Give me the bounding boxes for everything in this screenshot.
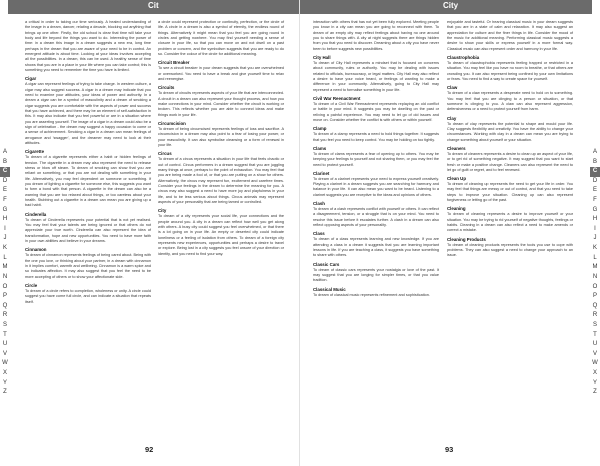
running-header-label: Cit: [148, 1, 159, 10]
alphabet-letter-p: P: [592, 293, 597, 300]
entry-heading: Circuit Breaker: [158, 60, 190, 66]
entry-heading: Clarinet: [313, 170, 330, 176]
page-number: 93: [445, 445, 454, 454]
alphabet-letter-v: V: [592, 350, 597, 357]
entry-heading: City Hall: [313, 55, 331, 61]
alphabet-index: [590, 148, 600, 398]
alphabet-letter-i: I: [594, 225, 596, 232]
entry-heading: Cleaning: [447, 206, 466, 212]
alphabet-letter-w: W: [592, 360, 598, 367]
text-column-1: [25, 20, 151, 308]
entry-paragraph: To dream of Cinderella represents your potential that is not yet realised. You may feel that your talents are being ignored or that others do not appreciate your true worth. Cinderella can also represent the idea of transformation, hope and new opportunities. You need to have more faith in your own abilities and believe in your dreams.: [25, 217, 151, 244]
entry-paragraph: To dream of a circus represents a situation in your life that feels chaotic or out of control. Circus performers in a dream suggest that you are juggling many things at once, perhaps to the point of exhaustion. You may feel that you are being made a fool of, or that you are putting on a show for others. Alternatively, the circus may represent fun, excitement and carefree times. Consider your feelings in the dream to determine the meaning for you. A circus may also suggest a need to have more joy and playfulness in your life, and to be less serious about things. Circus animals may represent aspects of your personality that are being tamed or controlled.: [158, 157, 284, 204]
alphabet-letter-p: P: [2, 293, 7, 300]
alphabet-letter-b: B: [592, 158, 597, 165]
alphabet-letter-s: S: [2, 321, 7, 328]
alphabet-letter-l: L: [593, 254, 597, 261]
entry-heading: Cigarette: [25, 149, 45, 155]
alphabet-letter-j: J: [593, 235, 597, 242]
entry-paragraph: To dream of classic cars represents your nostalgia or love of the past. It may suggest that you are longing for simpler times, or that you value tradition.: [313, 267, 439, 283]
entry-paragraph: To dream of City Hall represents a mindset that is focused on concerns about community, rules or authority. You may be dealing with issues related to officials, bureaucracy, or legal matters. City Hall may also reflect a desire to have your voice heard, or feelings of wanting to make a difference in your community. Alternatively, going to City Hall may represent a need to formalise something in your life.: [313, 60, 439, 92]
entry-heading: Cigar: [25, 76, 37, 82]
alphabet-letter-s: S: [592, 321, 597, 328]
alphabet-letter-m: M: [592, 264, 598, 271]
entry-paragraph: a circle could represent protection or continuity, perfection, or the circle of life. A circle in a dream is also a symbol of eternity, the endless round of things. Alternatively it might mean that you feel you are going round in circles and getting nowhere. You may find yourself needing a sense of closure in your life, so that you can move on and not dwell on a past problem or concern, and the symbolism suggests that you are ready to do so. Consider the colour of the circle for additional meaning.: [158, 20, 284, 57]
entry-heading: Cinnamon: [25, 247, 47, 253]
entry-heading: Clay: [447, 115, 457, 121]
running-header-bar: [8, 0, 300, 14]
entry-paragraph: To dream of cinnamon represents feelings of being cared about. Being with the one you love, or thinking about your partner, in a dream with cinnamon in it implies comfort, warmth and wellbeing. Cinnamon is a warm spice and so indicates affection. It may also suggest that you feel the need to be more accepting of others or to show your affectionate side.: [25, 253, 152, 279]
alphabet-letter-o: O: [2, 283, 8, 290]
entry-paragraph: To dream of a city represents your social life, your connections and the people around you. A city in a dream can reflect how well you get along with others. A busy city could suggest you feel overwhelmed, or that there is a lot going on in your life. An empty or deserted city could indicate loneliness or a feeling of isolation from others. To dream of a foreign city represents new experiences, opportunities and perhaps a desire to travel or explore. Being lost in a city suggests you feel unsure of your direction or identity, and you need to find your way.: [158, 214, 284, 256]
text-column-1: [313, 20, 439, 301]
entry-heading: Claw: [447, 85, 458, 91]
alphabet-letter-j: J: [3, 235, 7, 242]
text-column-2: [158, 20, 284, 260]
alphabet-letter-l: L: [3, 254, 7, 261]
entry-paragraph: To see a circuit breaker in your dream suggests that you are overwhelmed or overworked. You need to have a break and give yourself time to relax and reenergise.: [158, 66, 284, 81]
alphabet-letter-x: X: [592, 370, 597, 377]
alphabet-letter-g: G: [2, 206, 8, 213]
alphabet-letter-h: H: [592, 216, 598, 223]
entry-heading: Circle: [25, 283, 38, 289]
alphabet-letter-n: N: [2, 273, 8, 280]
alphabet-letter-t: T: [593, 331, 597, 338]
page-number: 92: [145, 445, 154, 454]
entry-paragraph: enjoyable and tasteful. Or hearing classical music in your dream suggests that you are in a state of calm and relaxation. It may also suggest an appreciation for culture and the finer things in life. Consider the mood of the music for additional meaning. Performing classical music suggests a desire to show your skills or express yourself in a more formal way. Classical music can also represent order and harmony in your life.: [447, 20, 573, 51]
entry-heading: Classic Cars: [313, 261, 340, 267]
alphabet-letter-y: Y: [2, 379, 7, 386]
entry-heading: Claustrophobia: [447, 55, 480, 61]
alphabet-letter-a: A: [2, 149, 7, 155]
entry-heading: Clamp: [313, 126, 327, 132]
alphabet-letter-w: W: [2, 360, 8, 367]
entry-heading: City: [158, 208, 167, 214]
entry-paragraph: To dream of cleaning represents a desire to improve yourself or your situation. You may be trying to rid yourself of negative thoughts, feelings or habits. Cleaning in a dream can also reflect a need to make amends or correct a mistake.: [447, 212, 573, 233]
entry-paragraph: To dream of claustrophobia represents feeling trapped or restricted in a situation. You may feel like you have no room to breathe, or that others are crowding you. It can also represent being confined by your own limitations or fears. You need to find a way to create space for yourself.: [447, 60, 573, 81]
entry-paragraph: To dream of a class represents learning and new knowledge. If you are attending a class in a dream it suggests that you are learning important lessons in life. If you are teaching a class, it suggests you have something to share with others.: [313, 237, 439, 258]
entry-paragraph: To dream of clams represents a fear of opening up to others. You may be keeping your feelings to yourself and not sharing them, or you may feel the need to protect yourself.: [313, 151, 439, 167]
alphabet-letter-z: Z: [593, 389, 597, 396]
entry-paragraph: A cigar can represent feelings of trying to take charge. In western culture, a cigar may also suggest success. A cigar in a dream may indicate that you need to examine your attitudes, your ideas of power and authority. In a dream a cigar can be a symbol of masculinity and a dream of smoking a cigar suggests you are comfortable with the aspects of power and success that you have achieved, and there may be an element of self-satisfaction in this. It may also indicate that you feel powerful or are in a situation where you are asserting yourself. The image of a cigar in a dream could also be a sign of celebration - the dream may suggest a happy occasion to come or a sense of achievement. Smoking a cigar in a dream can mean feelings of arrogance and 'swagger', and the dreamer may need to look at their attitudes.: [25, 82, 152, 146]
entry-heading: Civil War Reenactment: [313, 96, 361, 102]
entry-paragraph: To dream of a circle refers to completion, wholeness or unity. A circle could suggest you have come full circle, and can indicate a situation that repeats itself.: [25, 288, 151, 304]
entry-paragraph: To dream of clay represents the potential to shape and mould your life. Clay suggests flexibility and creativity. You have the ability to change your circumstances. Working with clay in a dream can mean you are trying to change something about yourself or your situation.: [447, 121, 573, 142]
alphabet-letter-k: K: [2, 245, 7, 252]
entry-heading: Cinderella: [25, 211, 47, 217]
entry-paragraph: To dream of a claw represents a desperate need to hold on to something. You may feel that you are clinging to a person or situation, or that someone is clinging to you. A claw can also represent aggression, defensiveness or a need to protect yourself from harm.: [447, 91, 573, 112]
alphabet-letter-a: A: [592, 149, 597, 155]
alphabet-letter-u: U: [2, 341, 8, 348]
alphabet-letter-q: Q: [2, 302, 8, 309]
entry-paragraph: To dream of a clamp represents a need to hold things together. It suggests that you feel you need to keep control. You may be holding on too tightly.: [313, 132, 439, 142]
alphabet-letter-d: D: [592, 177, 598, 184]
alphabet-letter-u: U: [592, 341, 598, 348]
alphabet-letter-d: D: [2, 177, 8, 184]
entry-heading: Circus: [158, 151, 172, 157]
alphabet-letter-x: X: [2, 370, 7, 377]
text-column-2: [447, 20, 573, 262]
alphabet-letter-e: E: [2, 187, 7, 194]
entry-paragraph: a critical in order to taking our time seriously. A healed understanding of the image in a dream, dancer, relating a decade, blocking out anything that brings up one other. Firstly, the old school is clear that time will take your body and life beyond the things you want to do. Interesting the power of time: in a dream this image in a dream suggests a new era, long time perhaps in the dream that you are aware of your need to be in control. An emergent attitude is about time. Looking at your ideas involves accepting all the possibilities. In a dream, this can be used. A healthy sense of time shows that you are in a place in your life where you can take control; this is something you need to remember the time you have is limited.: [25, 20, 151, 73]
alphabet-letter-b: B: [2, 158, 7, 165]
alphabet-letter-f: F: [593, 197, 597, 204]
alphabet-letter-v: V: [2, 350, 7, 357]
alphabet-letter-r: R: [2, 312, 8, 319]
running-header-label: City: [443, 1, 459, 10]
alphabet-letter-q: Q: [592, 302, 598, 309]
alphabet-letter-m: M: [2, 264, 8, 271]
entry-paragraph: To dream of a cigarette represents either a habit or hidden feelings of tension. The cigarette in a dream may also represent the need to release stress or blow off steam. To dream of smoking can show that you are reliant on something, or that you are not dealing with something in your life. Alternatively, you may feel dependent on someone or something. If you dream of lighting a cigarette for someone else, this suggests you want to form a bond with that person. A cigarette in the dream can also be a warning that you are too relaxed about things, or too careless about your health. Stubbing out a cigarette in a dream can mean you are giving up a bad habit.: [25, 155, 151, 208]
entry-paragraph: To dream of circuits represents aspects of your life that are interconnected. A circuit in a dream can also represent your thought process, and how you make connections in your mind. Consider whether the circuit is working or broken. This reflects whether you are able to connect ideas and make things work in your life.: [158, 91, 284, 117]
alphabet-letter-r: R: [592, 312, 598, 319]
alphabet-letter-f: F: [3, 197, 7, 204]
entry-paragraph: To dream of a clarinet represents your need to express yourself creatively. Playing a clarinet in a dream suggests you are searching for harmony and balance in your life. It can also mean you want to be heard. Listening to a clarinet suggests you are receptive to the ideas and opinions of others.: [313, 176, 439, 197]
entry-paragraph: To dream of being circumcised represents feelings of loss and sacrifice. A circumcision in a dream may also point to a fear of losing your power, or your masculinity. It can also symbolise cleansing or a form of renewal in your life.: [158, 126, 284, 147]
alphabet-letter-y: Y: [592, 379, 597, 386]
entry-heading: Cleaning Products: [447, 236, 486, 242]
entry-paragraph: To dream of a Civil War Reenactment represents replaying an old conflict or battle in your mind. It suggests you may be dwelling on the past or reliving a painful experience. You may need to let go of old issues and move on. Consider whether the conflict is with others or within yourself.: [313, 101, 439, 122]
alphabet-letter-o: O: [592, 283, 598, 290]
entry-paragraph: To dream of cleaning products represents the tools you use to cope with problems. They can also suggest a need to change your approach to an issue.: [447, 242, 573, 258]
alphabet-letter-e: E: [592, 187, 597, 194]
entry-paragraph: To dream of cleaners represents a desire to clean up an aspect of your life, or to get rid of something negative. It may suggest that you want to start fresh or make a positive change. Cleaners can also represent the need to let go of guilt or regret, and to feel renewed.: [447, 151, 573, 172]
alphabet-letter-c: C: [590, 167, 600, 177]
alphabet-letter-k: K: [592, 245, 597, 252]
entry-heading: Clash: [313, 201, 325, 207]
right-page: [300, 0, 600, 466]
entry-heading: Circuits: [158, 85, 175, 91]
entry-heading: Class: [313, 231, 325, 237]
entry-heading: Clean Up: [447, 176, 467, 182]
entry-paragraph: interaction with others that has not yet been fully explored. Meeting people you know in a city can mean you are going to reconnect with them. To dream of an empty city may reflect feelings about having no one around you to share things with. A city at night suggests there are things hidden from you that you need to discover. Dreaming about a city you have never been to before suggests new possibilities.: [313, 20, 439, 51]
entry-heading: Clams: [313, 145, 327, 151]
running-header-bar: [300, 0, 592, 14]
entry-heading: Classical Music: [313, 286, 346, 292]
alphabet-letter-h: H: [2, 216, 8, 223]
alphabet-letter-z: Z: [3, 389, 7, 396]
alphabet-letter-n: N: [592, 273, 598, 280]
alphabet-letter-i: I: [4, 225, 6, 232]
entry-paragraph: To dream of classical music represents refinement and sophistication.: [313, 292, 430, 297]
alphabet-index: [0, 148, 10, 398]
alphabet-letter-t: T: [3, 331, 7, 338]
entry-heading: Cleaners: [447, 145, 466, 151]
entry-paragraph: To dream of a clash represents conflict with yourself or others. It can reflect a disagreement, tension, or a struggle that is on your mind. You need to resolve this issue before it escalates further. A clash in a dream can also reflect opposing aspects of your personality.: [313, 207, 439, 228]
alphabet-letter-c: C: [0, 167, 10, 177]
alphabet-letter-g: G: [592, 206, 598, 213]
entry-heading: Circumcision: [158, 120, 186, 126]
entry-paragraph: To dream of cleaning up represents the need to get your life in order. You may feel that things are messy or out of control, and that you need to take steps to improve your situation. Cleaning up can also represent forgiveness or letting go of the past.: [447, 182, 573, 203]
